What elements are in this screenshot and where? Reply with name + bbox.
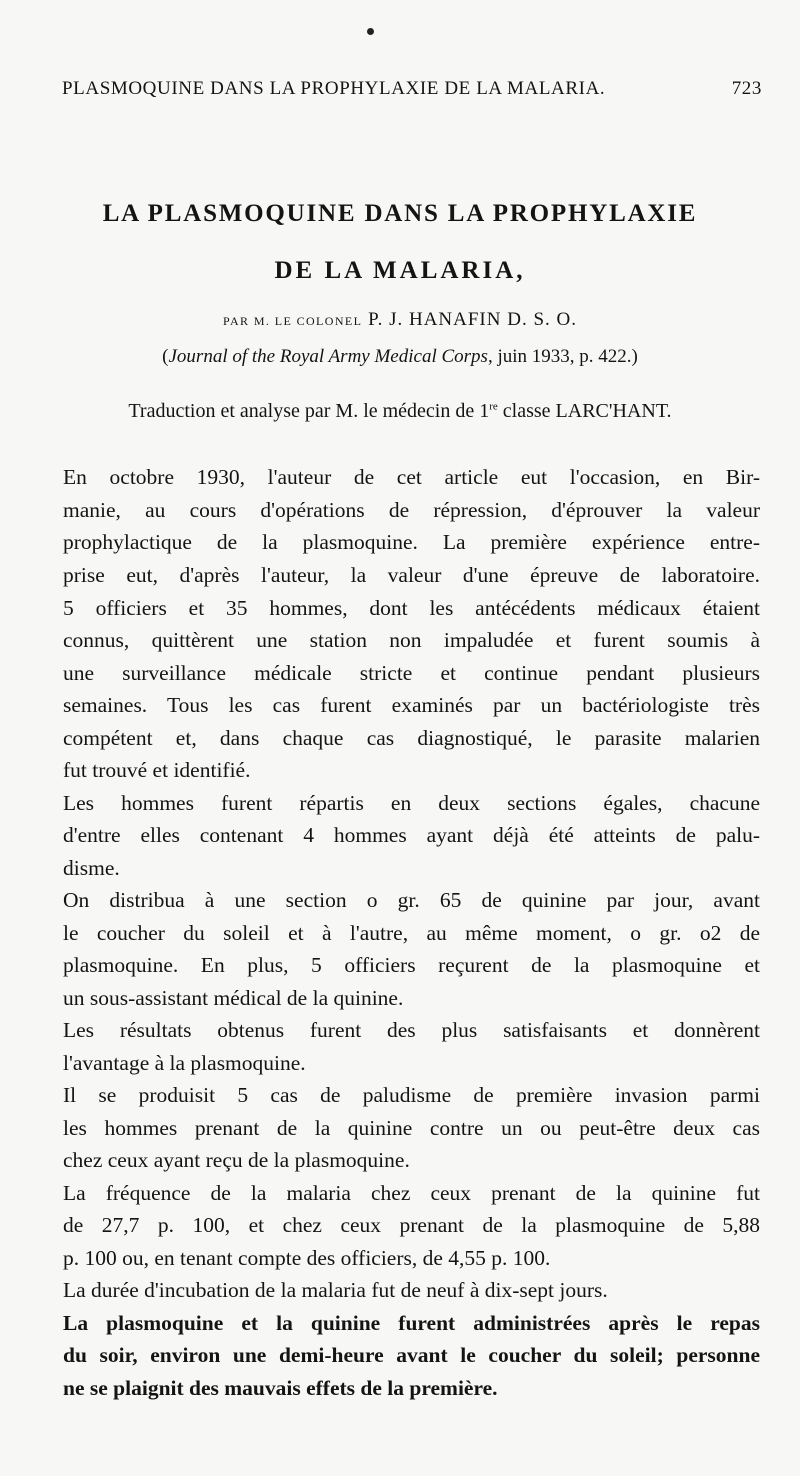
body-line: disme. [63, 856, 120, 880]
body-line: On distribua à une section o gr. 65 de quinine par jour, avant [63, 888, 760, 912]
body-line: prophylactique de la plasmoquine. La première expérience entre- [63, 530, 760, 554]
body-line: La plasmoquine et la quinine furent administrées après le repas [63, 1311, 760, 1335]
journal-reference [0, 346, 800, 368]
journal-name: Journal of the Royal Army Medical Corps [168, 346, 488, 367]
body-line: semaines. Tous les cas furent examinés par un bactériologiste très [63, 693, 760, 717]
body-line: plasmoquine. En plus, 5 officiers reçurent de la plasmoquine et [63, 953, 760, 977]
translation-before: Traduction et analyse par M. le médecin de 1 [128, 400, 490, 422]
body-line: La fréquence de la malaria chez ceux prenant de la quinine fut [63, 1181, 760, 1205]
page-number: 723 [731, 78, 762, 99]
translation-after: classe LARC'HANT. [497, 400, 672, 422]
body-line: de 27,7 p. 100, et chez ceux prenant de la plasmoquine de 5,88 [63, 1213, 760, 1237]
body-line: La durée d'incubation de la malaria fut de neuf à dix-sept jours. [63, 1278, 608, 1302]
byline-author: P. J. HANAFIN D. S. O. [368, 309, 577, 330]
article-title-line-1: LA PLASMOQUINE DANS LA PROPHYLAXIE [102, 200, 698, 227]
body-line: le coucher du soleil et à l'autre, au même moment, o gr. o2 de [63, 921, 760, 945]
body-line: Il se produisit 5 cas de paludisme de première invasion parmi [63, 1083, 760, 1107]
body-line: une surveillance médicale stricte et continue pendant plusieurs [63, 661, 760, 685]
body-line: chez ceux ayant reçu de la plasmoquine. [63, 1148, 410, 1172]
article-title-line-2: DE LA MALARIA, [274, 257, 526, 284]
body-line: En octobre 1930, l'auteur de cet article eut l'occasion, en Bir- [63, 465, 760, 489]
body-line: Les résultats obtenus furent des plus satisfaisants et donnèrent [63, 1018, 760, 1042]
byline [0, 309, 800, 331]
body-line: du soir, environ une demi-heure avant le coucher du soleil; personne [63, 1343, 760, 1367]
body-line: l'avantage à la plasmoquine. [63, 1051, 306, 1075]
ink-dot [367, 28, 374, 35]
body-line: ne se plaignit des mauvais effets de la première. [63, 1376, 498, 1400]
body-line: d'entre elles contenant 4 hommes ayant déjà été atteints de palu- [63, 823, 760, 847]
body-line: prise eut, d'après l'auteur, la valeur d'une épreuve de laboratoire. [63, 563, 760, 587]
body-line: connus, quittèrent une station non impaludée et furent soumis à [63, 628, 760, 652]
body-line: 5 officiers et 35 hommes, dont les antécédents médicaux étaient [63, 596, 760, 620]
body-line: les hommes prenant de la quinine contre un ou peut-être deux cas [63, 1116, 760, 1140]
body-line: manie, au cours d'opérations de répression, d'éprouver la valeur [63, 498, 760, 522]
body-line: Les hommes furent répartis en deux sections égales, chacune [63, 791, 760, 815]
running-head-title: PLASMOQUINE DANS LA PROPHYLAXIE DE LA MALARIA. [62, 78, 606, 99]
translation-credit [0, 400, 800, 423]
byline-prefix: PAR M. LE COLONEL [223, 314, 363, 328]
body-line: un sous-assistant médical de la quinine. [63, 986, 404, 1010]
body-line: compétent et, dans chaque cas diagnostiqué, le parasite malarien [63, 726, 760, 750]
journal-date: , juin 1933, p. 422.) [487, 346, 638, 367]
body-line: p. 100 ou, en tenant compte des officiers, de 4,55 p. 100. [63, 1246, 551, 1270]
journal-open-paren: ( [162, 346, 169, 367]
body-line: fut trouvé et identifié. [63, 758, 251, 782]
translation-superscript: re [489, 400, 498, 413]
